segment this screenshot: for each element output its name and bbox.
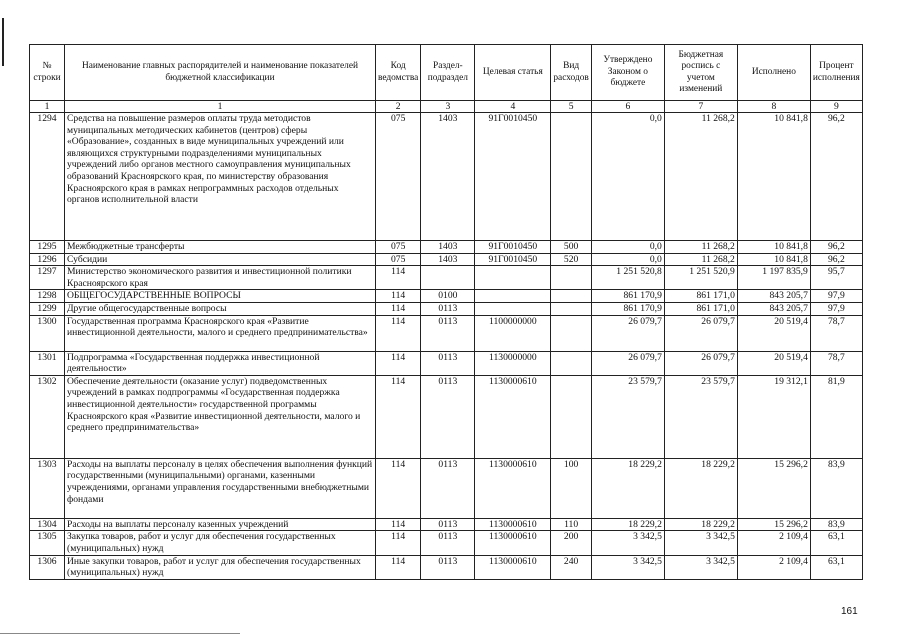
row-approved: 861 170,9 <box>591 302 664 315</box>
header-target: Целевая статья <box>475 45 551 101</box>
row-executed: 15 296,2 <box>737 518 810 531</box>
row-expense-type: 500 <box>551 241 592 254</box>
row-budget-list: 26 079,7 <box>664 315 737 351</box>
row-budget-list: 11 268,2 <box>664 253 737 266</box>
row-expense-type: 520 <box>551 253 592 266</box>
table-row <box>30 315 863 351</box>
row-budget-list: 861 171,0 <box>664 302 737 315</box>
table-row <box>30 290 863 303</box>
column-number: 7 <box>664 101 737 113</box>
row-section: 0113 <box>421 458 475 518</box>
column-number: 6 <box>591 101 664 113</box>
row-dept-code: 075 <box>376 241 421 254</box>
row-section: 0113 <box>421 555 475 579</box>
row-expense-type: 100 <box>551 458 592 518</box>
row-approved: 1 251 520,8 <box>591 266 664 290</box>
row-expense-type <box>551 290 592 303</box>
row-name: Другие общегосударственные вопросы <box>65 302 376 315</box>
row-section: 0113 <box>421 302 475 315</box>
table-row <box>30 241 863 254</box>
column-number: 2 <box>376 101 421 113</box>
row-number: 1294 <box>30 113 65 241</box>
row-name: Подпрограмма «Государственная поддержка инвестиционной деятельности» <box>65 351 376 375</box>
budget-table <box>29 44 863 580</box>
row-dept-code: 114 <box>376 518 421 531</box>
row-dept-code: 075 <box>376 253 421 266</box>
row-executed: 15 296,2 <box>737 458 810 518</box>
row-approved: 18 229,2 <box>591 518 664 531</box>
row-name: Субсидии <box>65 253 376 266</box>
row-approved: 18 229,2 <box>591 458 664 518</box>
header-budget-list: Бюджетная роспись с учетом изменений <box>664 45 737 101</box>
row-number: 1299 <box>30 302 65 315</box>
row-dept-code: 114 <box>376 531 421 555</box>
row-percent: 63,1 <box>810 531 862 555</box>
column-number: 1 <box>65 101 376 113</box>
row-percent: 81,9 <box>810 375 862 458</box>
row-section: 0100 <box>421 290 475 303</box>
column-number: 9 <box>810 101 862 113</box>
row-target: 1130000610 <box>475 531 551 555</box>
row-target <box>475 302 551 315</box>
row-percent: 97,9 <box>810 290 862 303</box>
row-name: Расходы на выплаты персоналу в целях обеспечения выполнения функций государственными (муниципальными) органами, казенными учреждениями, органами управления государственными внебюджетными фондами <box>65 458 376 518</box>
row-name: Межбюджетные трансферты <box>65 241 376 254</box>
row-number: 1297 <box>30 266 65 290</box>
header-name: Наименование главных распорядителей и наименование показателей бюджетной классификации <box>65 45 376 101</box>
row-budget-list: 11 268,2 <box>664 241 737 254</box>
header-approved: Утверждено Законом о бюджете <box>591 45 664 101</box>
row-budget-list: 26 079,7 <box>664 351 737 375</box>
row-executed: 19 312,1 <box>737 375 810 458</box>
row-expense-type: 200 <box>551 531 592 555</box>
row-executed: 10 841,8 <box>737 253 810 266</box>
row-section <box>421 266 475 290</box>
table-row <box>30 266 863 290</box>
row-budget-list: 1 251 520,9 <box>664 266 737 290</box>
binding-mark <box>2 18 4 66</box>
row-number: 1295 <box>30 241 65 254</box>
row-approved: 23 579,7 <box>591 375 664 458</box>
row-section: 1403 <box>421 253 475 266</box>
table-row <box>30 302 863 315</box>
row-percent: 63,1 <box>810 555 862 579</box>
row-section: 1403 <box>421 241 475 254</box>
row-executed: 1 197 835,9 <box>737 266 810 290</box>
row-target <box>475 266 551 290</box>
row-percent: 96,2 <box>810 113 862 241</box>
row-section: 0113 <box>421 351 475 375</box>
row-target: 91Г0010450 <box>475 241 551 254</box>
row-number: 1302 <box>30 375 65 458</box>
header-row-no: № строки <box>30 45 65 101</box>
row-dept-code: 114 <box>376 266 421 290</box>
row-name: Государственная программа Красноярского края «Развитие инвестиционной деятельности, малого и среднего предпринимательства» <box>65 315 376 351</box>
row-approved: 0,0 <box>591 253 664 266</box>
column-number: 4 <box>475 101 551 113</box>
row-number: 1306 <box>30 555 65 579</box>
row-expense-type <box>551 113 592 241</box>
header-executed: Исполнено <box>737 45 810 101</box>
row-number: 1298 <box>30 290 65 303</box>
row-percent: 95,7 <box>810 266 862 290</box>
table-row <box>30 113 863 241</box>
row-section: 0113 <box>421 531 475 555</box>
row-name: ОБЩЕГОСУДАРСТВЕННЫЕ ВОПРОСЫ <box>65 290 376 303</box>
header-dept-code: Код ведомства <box>376 45 421 101</box>
row-approved: 3 342,5 <box>591 555 664 579</box>
column-number-row <box>30 101 863 113</box>
row-approved: 861 170,9 <box>591 290 664 303</box>
row-target <box>475 290 551 303</box>
row-percent: 78,7 <box>810 315 862 351</box>
row-executed: 843 205,7 <box>737 290 810 303</box>
row-number: 1305 <box>30 531 65 555</box>
row-dept-code: 114 <box>376 290 421 303</box>
row-target: 91Г0010450 <box>475 253 551 266</box>
row-name: Закупка товаров, работ и услуг для обеспечения государственных (муниципальных) нужд <box>65 531 376 555</box>
row-section: 0113 <box>421 518 475 531</box>
row-number: 1303 <box>30 458 65 518</box>
table-row <box>30 458 863 518</box>
row-budget-list: 861 171,0 <box>664 290 737 303</box>
row-executed: 20 519,4 <box>737 351 810 375</box>
row-target: 1100000000 <box>475 315 551 351</box>
table-row <box>30 555 863 579</box>
scan-edge-line <box>0 633 240 634</box>
column-number: 3 <box>421 101 475 113</box>
row-percent: 96,2 <box>810 241 862 254</box>
row-percent: 96,2 <box>810 253 862 266</box>
row-section: 0113 <box>421 375 475 458</box>
row-approved: 3 342,5 <box>591 531 664 555</box>
row-executed: 2 109,4 <box>737 531 810 555</box>
row-budget-list: 18 229,2 <box>664 458 737 518</box>
row-budget-list: 23 579,7 <box>664 375 737 458</box>
row-expense-type: 110 <box>551 518 592 531</box>
row-percent: 97,9 <box>810 302 862 315</box>
header-row <box>30 45 863 101</box>
row-expense-type: 240 <box>551 555 592 579</box>
page-number: 161 <box>841 606 858 617</box>
table-row <box>30 253 863 266</box>
row-dept-code: 114 <box>376 458 421 518</box>
row-dept-code: 114 <box>376 555 421 579</box>
row-executed: 843 205,7 <box>737 302 810 315</box>
row-budget-list: 3 342,5 <box>664 555 737 579</box>
column-number: 1 <box>30 101 65 113</box>
row-approved: 0,0 <box>591 241 664 254</box>
column-number: 8 <box>737 101 810 113</box>
header-expense-type: Вид расходов <box>551 45 592 101</box>
table-row <box>30 531 863 555</box>
row-target: 91Г0010450 <box>475 113 551 241</box>
row-dept-code: 114 <box>376 315 421 351</box>
row-name: Средства на повышение размеров оплаты труда методистов муниципальных методических кабинетов (центров) сферы «Образование», созданных в виде муниципальных учреждений или являющихся структурными подразделениями муниципальных учреждений либо органов местного самоуправления муниципальных образований Красноярского края, по министерству образования Красноярского края в рамках непрограммных расходов отдельных органов исполнительной власти <box>65 113 376 241</box>
row-name: Расходы на выплаты персоналу казенных учреждений <box>65 518 376 531</box>
table-row <box>30 518 863 531</box>
row-number: 1300 <box>30 315 65 351</box>
row-approved: 0,0 <box>591 113 664 241</box>
row-name: Иные закупки товаров, работ и услуг для обеспечения государственных (муниципальных) нужд <box>65 555 376 579</box>
row-name: Министерство экономического развития и инвестиционной политики Красноярского края <box>65 266 376 290</box>
row-expense-type <box>551 302 592 315</box>
row-dept-code: 114 <box>376 351 421 375</box>
row-name: Обеспечение деятельности (оказание услуг) подведомственных учреждений в рамках подпрограммы «Государственная поддержка инвестиционной деятельности» государственной программы Красноярского края «Развитие инвестиционной деятельности, малого и среднего предпринимательства» <box>65 375 376 458</box>
row-approved: 26 079,7 <box>591 315 664 351</box>
row-budget-list: 18 229,2 <box>664 518 737 531</box>
row-expense-type <box>551 375 592 458</box>
row-executed: 10 841,8 <box>737 241 810 254</box>
row-number: 1301 <box>30 351 65 375</box>
column-number: 5 <box>551 101 592 113</box>
row-section: 1403 <box>421 113 475 241</box>
row-target: 1130000000 <box>475 351 551 375</box>
row-approved: 26 079,7 <box>591 351 664 375</box>
row-dept-code: 114 <box>376 302 421 315</box>
row-target: 1130000610 <box>475 458 551 518</box>
row-target: 1130000610 <box>475 375 551 458</box>
row-number: 1296 <box>30 253 65 266</box>
row-section: 0113 <box>421 315 475 351</box>
row-executed: 2 109,4 <box>737 555 810 579</box>
row-dept-code: 114 <box>376 375 421 458</box>
table-row <box>30 375 863 458</box>
row-expense-type <box>551 315 592 351</box>
row-expense-type <box>551 351 592 375</box>
row-expense-type <box>551 266 592 290</box>
header-percent: Процент исполнения <box>810 45 862 101</box>
row-percent: 78,7 <box>810 351 862 375</box>
row-executed: 20 519,4 <box>737 315 810 351</box>
row-dept-code: 075 <box>376 113 421 241</box>
row-budget-list: 3 342,5 <box>664 531 737 555</box>
header-section: Раздел- подраздел <box>421 45 475 101</box>
row-number: 1304 <box>30 518 65 531</box>
row-target: 1130000610 <box>475 518 551 531</box>
table-row <box>30 351 863 375</box>
row-percent: 83,9 <box>810 458 862 518</box>
row-target: 1130000610 <box>475 555 551 579</box>
row-executed: 10 841,8 <box>737 113 810 241</box>
row-percent: 83,9 <box>810 518 862 531</box>
row-budget-list: 11 268,2 <box>664 113 737 241</box>
